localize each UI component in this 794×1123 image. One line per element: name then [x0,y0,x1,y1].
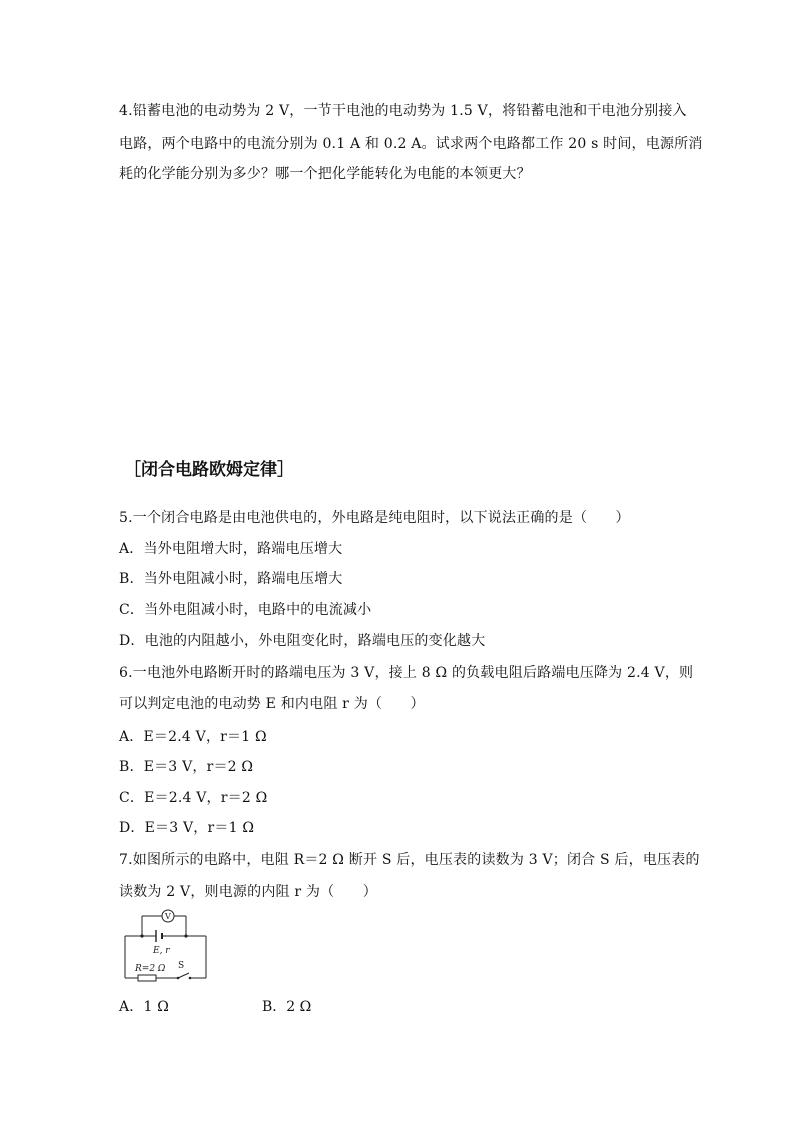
q7-option-a: A．1 Ω [119,999,170,1015]
resistor-icon [138,975,156,981]
q6-stem-line-2: 可以判定电池的电动势 E 和内电阻 r 为（ ） [119,696,425,712]
node-left [140,934,143,937]
q5-stem: 5.一个闭合电路是由电池供电的，外电路是纯电阻时，以下说法正确的是（ ） [119,510,630,526]
q6-option-d: D．E＝3 V，r＝1 Ω [119,820,255,836]
q7-option-b: B．2 Ω [262,999,312,1015]
q5-option-d: D．电池的内阻越小，外电阻变化时，路端电压的变化越大 [119,633,486,649]
voltmeter-label: V [165,912,171,921]
section-heading: ［闭合电路欧姆定律］ [124,460,294,480]
q4-text-line-1: 4.铅蓄电池的电动势为 2 V，一节干电池的电动势为 1.5 V，将铅蓄电池和干电池分别接入 [119,103,687,119]
q7-stem-line-1: 7.如图所示的电路中，电阻 R＝2 Ω 断开 S 后，电压表的读数为 3 V；闭合 S 后，电压表的 [119,852,700,868]
q6-option-c: C．E＝2.4 V，r＝2 Ω [119,790,268,806]
q5-option-b: B．当外电阻减小时，路端电压增大 [119,571,343,587]
resistor-label: R=2 Ω [135,964,166,974]
source-label: E, r [153,946,170,956]
q7-stem-line-2: 读数为 2 V，则电源的内阻 r 为（ ） [119,884,377,900]
node-right [184,934,187,937]
circuit-diagram [120,906,212,986]
switch-lever [178,973,189,978]
switch-contact [189,977,192,980]
switch-label: S [178,961,185,971]
q4-text-line-3: 耗的化学能分别为多少？哪一个把化学能转化为电能的本领更大？ [119,166,531,182]
q5-option-c: C．当外电阻减小时，电路中的电流减小 [119,602,372,618]
switch-pivot [177,977,180,980]
q4-text-line-2: 电路，两个电路中的电流分别为 0.1 A 和 0.2 A。试求两个电路都工作 20 s 时间，电源所消 [119,136,703,152]
q5-option-a: A．当外电阻增大时，路端电压增大 [119,541,343,557]
q6-stem-line-1: 6.一电池外电路断开时的路端电压为 3 V，接上 8 Ω 的负载电阻后路端电压降为 2.4 V，则 [119,665,694,681]
q6-option-a: A．E＝2.4 V，r＝1 Ω [119,729,267,745]
q6-option-b: B．E＝3 V，r＝2 Ω [119,759,254,775]
